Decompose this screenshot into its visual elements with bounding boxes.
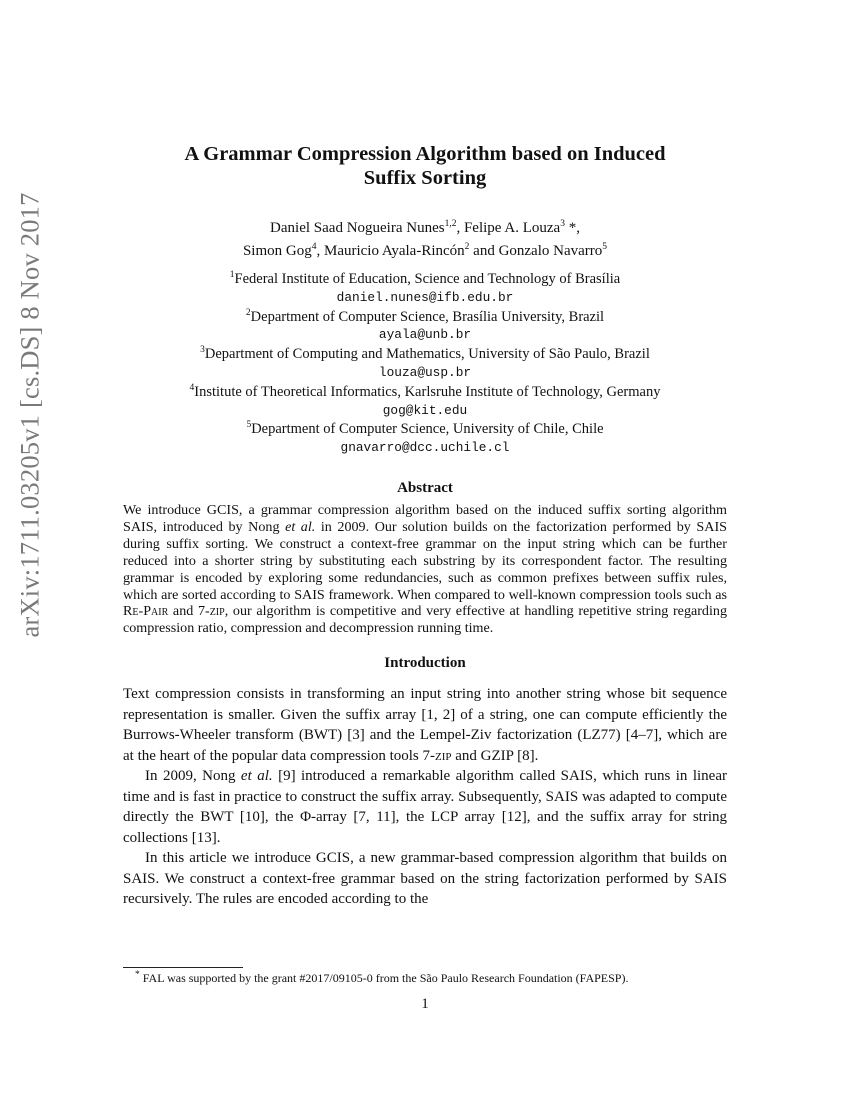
footnote-mark: *, [564,220,580,236]
author-name: and Gonzalo Navarro [469,243,603,259]
footnote-mark: * [135,970,140,980]
affiliation [123,270,727,289]
affiliation-number: 5 [246,420,252,431]
author-affil-mark: 1,2 [444,219,457,229]
paragraph: In this article we introduce GCIS, a new grammar-based compression algorithm that builds on SAIS. We construct a context-free grammar based on the string factorization performed by SAIS recursively. The rules are encoded according to the [123,850,727,908]
paragraph-small-caps: 7-zip [422,747,452,764]
affiliation-email: ayala@unb.br [378,327,472,343]
affiliation-list [123,270,727,458]
affiliation-number: 1 [229,270,235,281]
affiliation-name: Department of Computer Science, University of Chile, Chile [251,421,604,438]
author-list [123,217,727,263]
paragraph-text: In 2009, Nong [145,768,241,785]
affiliation-number: 3 [200,345,205,356]
arxiv-identifier-stamp [14,192,45,638]
affiliation-number: 2 [245,307,251,318]
affiliation [123,383,727,402]
abstract-emphasis: et al. [285,518,316,535]
arxiv-identifier-text: arXiv:1711.03205v1 [cs.DS] 8 Nov 2017 [14,192,45,638]
author-affil-mark: 5 [602,242,608,252]
author-affil-mark: 2 [464,242,470,252]
title-line-2: Suffix Sorting [363,167,487,189]
abstract-text: in 2009. Our solution builds on the factorization performed by SAIS during suffix sorting. We construct a context-free grammar on the input string which can be further reduced into a shorter string by substituting each substring by its correspondent factor. The resulting grammar is encoded by exploring some redundancies, such as common prefixes between suffix rules, which are sorted according to SAIS framework. When compared to well-known compression tools such as [123,518,727,603]
paragraph-text: and GZIP [8]. [451,747,539,764]
affiliation-name: Department of Computing and Mathematics, University of São Paulo, Brazil [204,346,650,363]
affiliation-email: louza@usp.br [378,364,472,380]
affiliation-name: Federal Institute of Education, Science and Technology of Brasília [234,271,621,287]
title-line-1: A Grammar Compression Algorithm based on Induced [184,143,666,165]
paper-title [123,142,727,190]
abstract-text: , our algorithm is competitive and very effective at handling repetitive string regarding compression ratio, compression and decompression running time. [123,603,727,637]
paragraph [123,684,727,766]
abstract-text: We introduce GCIS, a grammar compression algorithm based on the induced suffix sorting algorithm SAIS, introduced by Nong [123,501,727,535]
page-number: 1 [421,996,429,1012]
author-affil-mark: 3 [560,219,565,229]
paragraph [123,766,727,848]
affiliation-number: 4 [189,382,195,393]
abstract-body [123,502,727,637]
footnote [123,971,727,986]
abstract-small-caps: Re-Pair [123,603,169,620]
affiliation-email: daniel.nunes@ifb.edu.br [336,289,514,305]
affiliation-email: gnavarro@dcc.uchile.cl [340,440,510,456]
footnote-divider [123,967,243,968]
affiliation-name: Department of Computer Science, Brasília University, Brazil [250,308,605,325]
affiliation [123,420,727,439]
author-name: Daniel Saad Nogueira Nunes [270,220,445,236]
footnote-text: FAL was supported by the grant #2017/09105-0 from the São Paulo Research Foundation (FAPESP). [139,971,629,985]
affiliation-name: Institute of Theoretical Informatics, Karlsruhe Institute of Technology, Germany [194,383,661,400]
affiliation [123,308,727,327]
introduction-heading: Introduction [384,655,466,672]
affiliation-email: gog@kit.edu [382,402,468,418]
affiliation [123,345,727,364]
author-name: Simon Gog [242,243,312,259]
introduction-body [123,684,727,910]
author-name: , Mauricio Ayala-Rincón [316,243,465,259]
abstract-text: and [168,603,198,620]
abstract-small-caps: 7-zip [197,603,225,620]
abstract-heading: Abstract [397,479,453,496]
paragraph-emphasis: et al. [240,768,273,785]
author-affil-mark: 4 [311,242,317,252]
author-name: , Felipe A. Louza [456,220,561,236]
paragraph-text: [9] introduced a remarkable algorithm called SAIS, which runs in linear time and is fast in practice to construct the suffix array. Subsequently, SAIS was adapted to compute directly the BWT [10], the Φ-array [7, 11], the LCP array [12], and the suffix array for string collections [13]. [123,768,727,846]
paper-page [123,142,727,910]
paragraph-text: Text compression consists in transforming an input string into another string whose bit sequence representation is smaller. Given the suffix array [1, 2] of a string, one can compute efficiently the Burrows-Wheeler transform (BWT) [3] and the Lempel-Ziv factorization (LZ77) [4–7], which are at the heart of the popular data compression tools [123,686,727,764]
